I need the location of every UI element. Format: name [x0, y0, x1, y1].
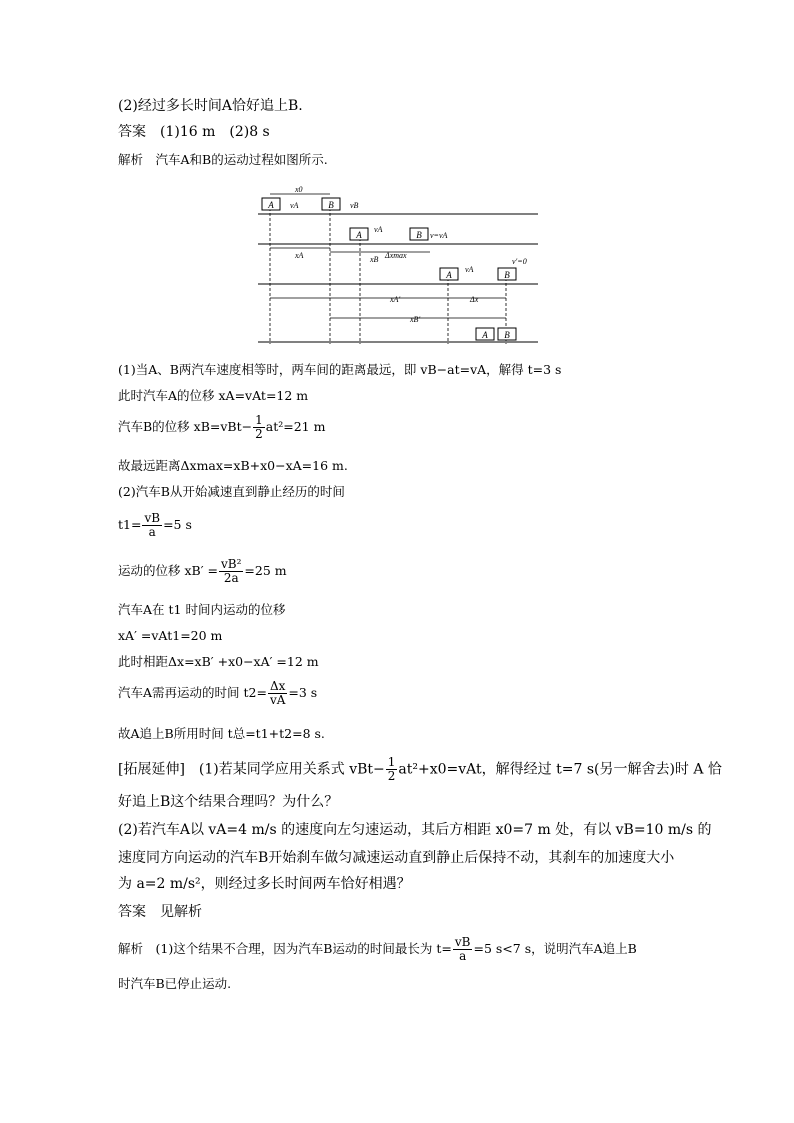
- label-x0: x0: [295, 186, 303, 194]
- line-10: 此时相距Δx=xB′ +x0−xA′ =12 m: [118, 654, 319, 669]
- label-vprime: v′=0: [512, 257, 527, 266]
- question-2: (2)经过多长时间A恰好追上B.: [118, 98, 303, 114]
- extension-4: 速度同方向运动的汽车B开始刹车做匀减速运动直到静止后保持不动，其刹车的加速度大小: [118, 850, 675, 866]
- car-a-2: A: [356, 230, 362, 240]
- car-b-4: B: [504, 330, 510, 340]
- car-b-1: B: [328, 200, 334, 210]
- label-v-eq: v=vA: [430, 231, 448, 240]
- extension-2: 好追上B这个结果合理吗？为什么？: [118, 794, 339, 810]
- car-a-1: A: [268, 200, 274, 210]
- line-4: 故最远距离Δxmax=xB+x0−xA=16 m.: [118, 458, 348, 473]
- label-dxmax: Δxmax: [385, 251, 407, 260]
- answer-line: 答案 (1)16 m (2)8 s: [118, 124, 270, 140]
- line-6: t1= $\frac{vB}{a}$ =5 s: [118, 511, 192, 539]
- line-3: 汽车B的位移 xB=vBt− $\frac{1}{2}$ at²=21 m: [118, 413, 326, 441]
- extension-1: [拓展延伸] (1)若某同学应用关系式 vBt− $\frac{1}{2}$ at²+x0=vAt，解得经过 t=7 s(另一解舍去)时 A 恰: [118, 755, 722, 783]
- motion-diagram: [250, 186, 550, 346]
- line-11: 汽车A需再运动的时间 t2= $\frac{\Delta x}{vA}$ =3 s: [118, 679, 318, 707]
- car-b-2: B: [416, 230, 422, 240]
- extension-analysis-2: 时汽车B已停止运动.: [118, 976, 232, 991]
- car-a-3: A: [446, 270, 452, 280]
- label-xb: xB: [370, 255, 379, 264]
- extension-analysis: 解析 (1)这个结果不合理，因为汽车B运动的时间最长为 t= $\frac{vB}{a}$ =5 s<7 s，说明汽车A追上B: [118, 935, 637, 963]
- extension-5: 为 a=2 m/s²，则经过多长时间两车恰好相遇？: [118, 876, 411, 892]
- line-9: xA′ =vAt1=20 m: [118, 628, 223, 643]
- car-a-4: A: [482, 330, 488, 340]
- line-7: 运动的位移 xB′ = $\frac{\text{vB²}}{2a}$ =25 m: [118, 557, 287, 585]
- label-xbp: xB′: [410, 315, 421, 324]
- label-dx: Δx: [470, 295, 479, 304]
- label-vb: vB: [350, 201, 359, 210]
- line-2: 此时汽车A的位移 xA=vAt=12 m: [118, 388, 309, 403]
- line-12: 故A追上B所用时间 t总=t1+t2=8 s.: [118, 726, 325, 741]
- label-xa: xA: [295, 251, 304, 260]
- label-va-3: vA: [465, 265, 474, 274]
- extension-answer: 答案 见解析: [118, 904, 202, 920]
- label-va-2: vA: [374, 225, 383, 234]
- label-xap: xA′: [390, 295, 401, 304]
- line-8: 汽车A在 t1 时间内运动的位移: [118, 602, 286, 617]
- extension-3: (2)若汽车A以 vA=4 m/s 的速度向左匀速运动，其后方相距 x0=7 m 处，有以 vB=10 m/s 的: [118, 822, 712, 838]
- analysis-intro: 解析 汽车A和B的运动过程如图所示.: [118, 152, 328, 167]
- line-5: (2)汽车B从开始减速直到静止经历的时间: [118, 484, 345, 499]
- label-va: vA: [290, 201, 299, 210]
- line-1: (1)当A、B两汽车速度相等时，两车间的距离最远，即 vB−at=vA，解得 t=3 s: [118, 362, 562, 377]
- car-b-3: B: [504, 270, 510, 280]
